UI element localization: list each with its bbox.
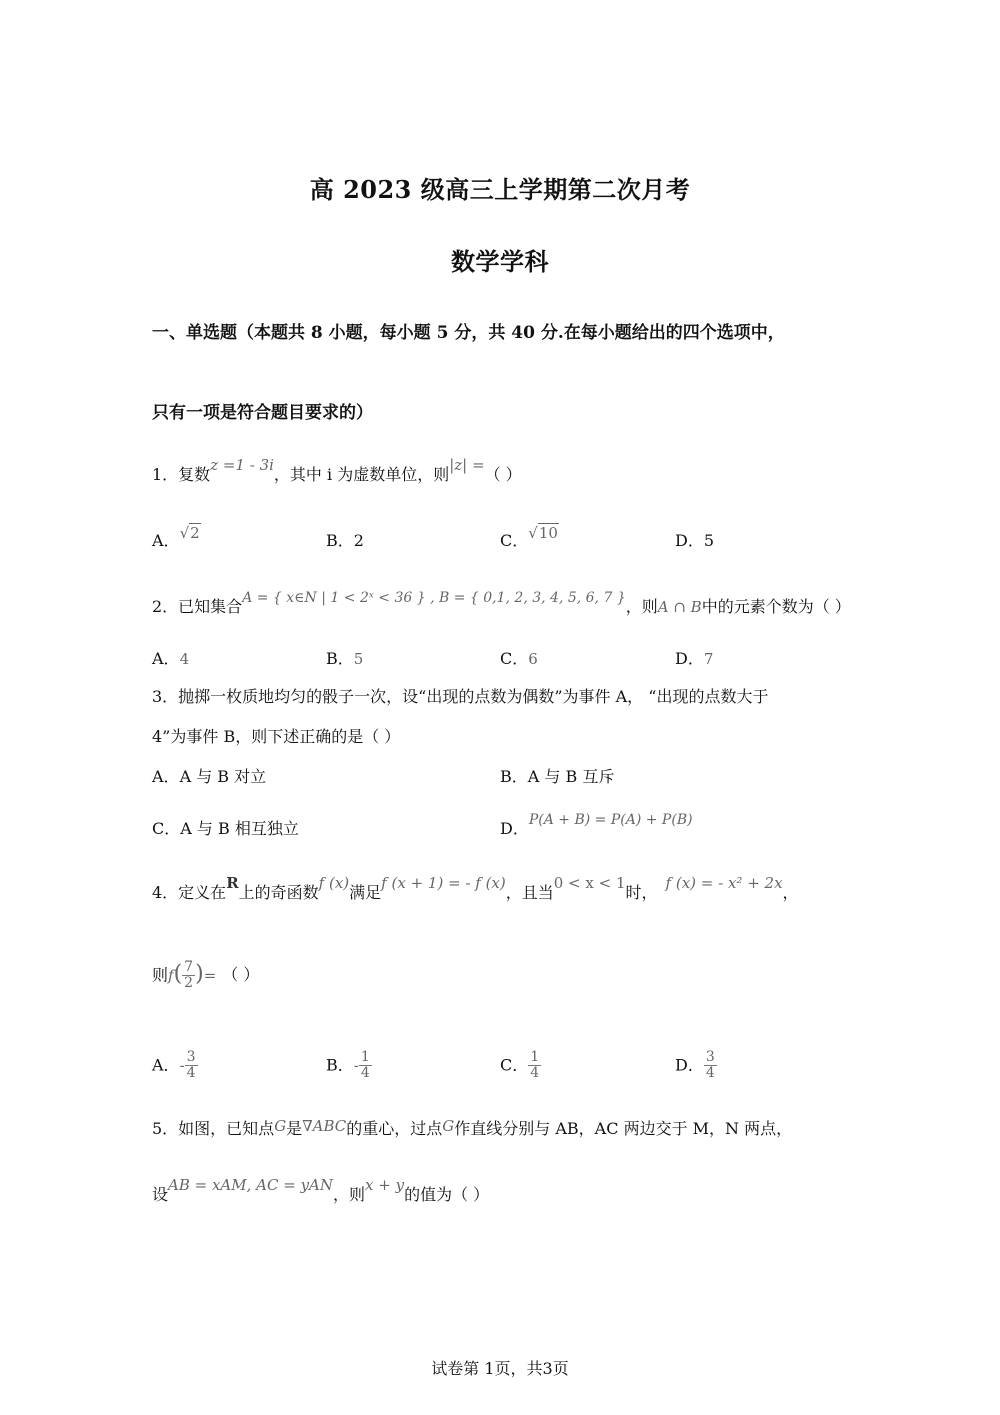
right-paren: )	[195, 961, 204, 987]
fraction: $\frac{3}{4}$	[705, 1049, 715, 1082]
fraction: $\frac{7}{2}$	[184, 959, 194, 992]
exam-title: 高 2023 级高三上学期第二次月考	[309, 175, 691, 204]
q1-option-b: B．2	[326, 531, 364, 550]
q2-expression-intersection: A ∩ B	[657, 598, 702, 616]
q1-expression: z =1 - 3i	[210, 456, 274, 474]
fraction: $\frac{3}{4}$	[186, 1049, 196, 1082]
q3-option-c: C．A 与 B 相互独立	[152, 819, 299, 838]
q2-expression: A = { x∈N | 1 < 2ˣ < 36 } , B = { 0,1, 2, 3, 4, 5, 6, 7 }	[242, 590, 626, 606]
q1-option-c: C．√10	[500, 524, 558, 550]
question-2: 2．已知集合A = { x∈N | 1 < 2ˣ < 36 } , B = { 0,1, 2, 3, 4, 5, 6, 7 }，则A ∩ B中的元素个数为（ ）	[152, 590, 851, 616]
question-5-line2: 设AB = xAM, AC = yAN，则x + y的值为（ ）	[152, 1176, 490, 1204]
page-footer: 试卷第 1页，共3页	[431, 1359, 569, 1378]
q3-option-a: A．A 与 B 对立	[152, 767, 267, 786]
exam-subtitle: 数学学科	[451, 247, 549, 276]
question-3-line1: 3．抛掷一枚质地均匀的骰子一次，设“出现的点数为偶数”为事件 A， “出现的点数大于	[152, 687, 769, 706]
q4-option-c: C． $\frac{1}{4}$	[500, 1049, 540, 1082]
left-paren: (	[173, 961, 183, 987]
question-4-line2: 则f( $\frac{7}{2}$ )= （ ）	[152, 959, 260, 992]
q2-option-b: B．5	[326, 649, 364, 668]
q4-option-b: B．- $\frac{1}{4}$	[326, 1049, 370, 1082]
q2-option-d: D．7	[675, 649, 714, 668]
section-heading-line1: 一、单选题（本题共 8 小题，每小题 5 分，共 40 分.在每小题给出的四个选项中，	[152, 323, 785, 343]
q1-expression-abs: |z| =	[449, 456, 485, 474]
question-5-line1: 5．如图，已知点G是∇ABC的重心，过点G作直线分别与 AB，AC 两边交于 M，N 两点，	[152, 1117, 793, 1138]
q1-option-d: D．5	[675, 531, 715, 550]
q3-option-d: D．P(A + B) = P(A) + P(B)	[500, 812, 693, 838]
q4-option-d: D． $\frac{3}{4}$	[675, 1049, 715, 1082]
fraction: $\frac{1}{4}$	[360, 1049, 370, 1082]
q1-option-a: A．√2	[152, 524, 200, 550]
section-heading-line2: 只有一项是符合题目要求的）	[152, 403, 373, 423]
q4-option-a: A．- $\frac{3}{4}$	[152, 1049, 196, 1082]
q2-option-c: C．6	[500, 649, 538, 668]
question-3-line2: 4”为事件 B，则下述正确的是（ ）	[152, 727, 401, 746]
sqrt-symbol: √2	[179, 524, 200, 542]
question-1: 1．复数z =1 - 3i，其中 i 为虚数单位，则|z| =（ ）	[152, 456, 522, 484]
q2-option-a: A．4	[152, 649, 190, 668]
question-4-line1: 4．定义在R上的奇函数f (x)满足f (x + 1) = - f (x)，且当0 < x < 1时， f (x) = - x² + 2x，	[152, 874, 799, 902]
q3-option-b: B．A 与 B 互斥	[500, 767, 615, 786]
sqrt-symbol: √10	[528, 524, 558, 542]
fraction: $\frac{1}{4}$	[530, 1049, 540, 1082]
